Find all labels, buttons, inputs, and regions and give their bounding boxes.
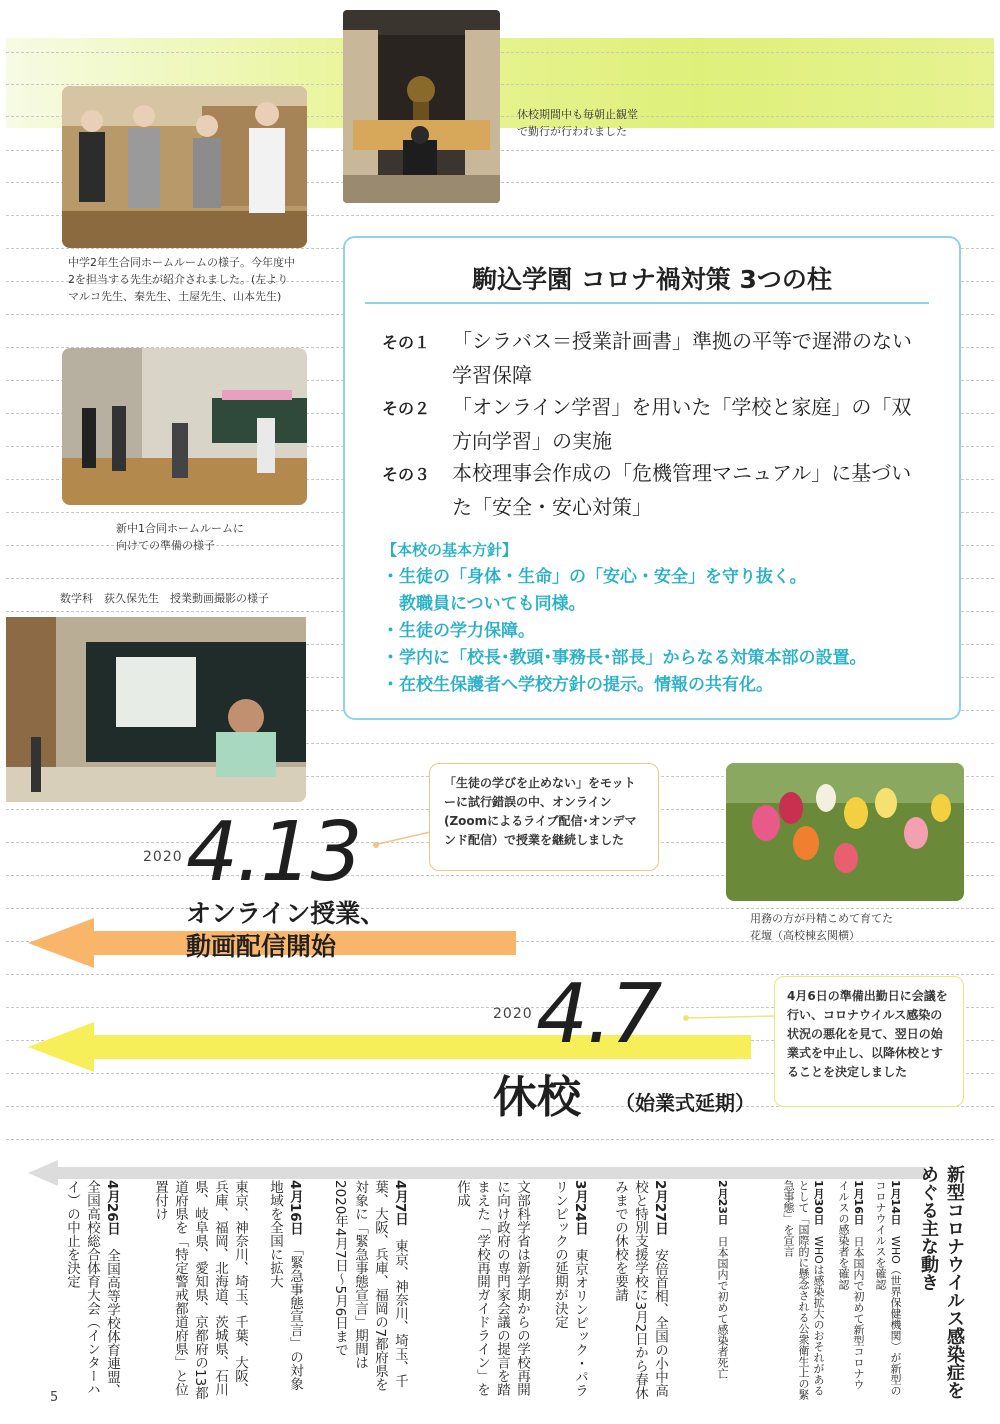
online-callout-pointer — [370, 828, 440, 852]
ruled-line — [6, 908, 994, 909]
pillar-number: その２ — [382, 399, 431, 418]
chronology-entry — [265, 1180, 305, 1400]
video-shoot-caption: 数学科 荻久保先生 授業動画撮影の様子 — [60, 592, 269, 605]
entry-date: 1月16日 — [852, 1180, 865, 1225]
pillar-1 — [382, 324, 922, 392]
online-label-line2: 動画配信開始 — [186, 932, 337, 961]
pillar-2 — [382, 390, 922, 458]
entry-text: WHO（世界保健機関）が新型のコロナウイルスを確認 — [874, 1180, 902, 1396]
entry-text: 日本国内で初めて新型コロナウイルスの感染者を確認 — [837, 1180, 865, 1390]
online-year: 2020 — [143, 849, 183, 865]
video-shoot-photo — [6, 617, 306, 802]
chronology-heading: 新型コロナウイルス感染症をめぐる主な動き — [918, 1165, 965, 1399]
ruled-line — [6, 52, 994, 53]
closure-callout-text: 4月6日の準備出勤日に会議を行い、コロナウイルス感染の状況の悪化を見て、翌日の始業式を中止し、以降休校とすることを決定しました — [787, 989, 948, 1079]
ruled-line — [6, 84, 994, 85]
entry-date: 4月16日 — [287, 1180, 303, 1236]
temple-caption: 休校期間中も毎朝止観堂 で勤行が行われました — [517, 108, 638, 138]
entry-date: 2月23日 — [716, 1180, 729, 1225]
closure-callout — [774, 976, 964, 1107]
entry-text: 安倍首相、全国の小中高校と特別支援学校に3月2日から春休みまでの休校を要請 — [612, 1180, 668, 1400]
online-label-line1: オンライン授業、 — [186, 899, 386, 928]
entry-date: 2月27日 — [652, 1180, 668, 1236]
covid-policy-box — [343, 236, 961, 720]
homeroom-grade1-caption: 新中1合同ホームルームに 向けての準備の様子 — [116, 522, 244, 552]
chronology-entry — [330, 1180, 410, 1400]
chronology-entry — [873, 1180, 903, 1400]
homeroom-grade2-caption: 中学2年生合同ホームルームの様子。今年度中2を担当する先生が紹介されました。(左よりマルコ先生、秦先生、土屋先生、山本先生) — [68, 256, 295, 303]
pillar-text: 「シラバス＝授業計画書」準拠の平等で遅滞のない学習保障 — [452, 329, 912, 387]
pillar-text: 本校理事会作成の「危機管理マニュアル」に基づいた「安全・安心対策」 — [452, 461, 912, 519]
entry-text: 「緊急事態宣言」の対象地域を全国に拡大 — [267, 1180, 303, 1391]
chronology-entry — [452, 1180, 532, 1400]
online-callout — [429, 763, 659, 871]
entry-text: 日本国内で初めて感染者死亡 — [716, 1235, 729, 1379]
entry-date: 4月26日 — [104, 1180, 120, 1236]
policy-title: 駒込学園 コロナ禍対策 3つの柱 — [472, 265, 832, 294]
temple-photo — [343, 10, 500, 203]
ruled-line — [6, 974, 994, 975]
entry-date: 1月14日 — [889, 1180, 902, 1225]
pillar-number: その３ — [382, 465, 431, 484]
ruled-line — [6, 1139, 994, 1140]
chronology-entry — [610, 1180, 670, 1400]
online-date: 4.13 — [186, 805, 361, 900]
homeroom-grade2-photo — [62, 86, 307, 248]
entry-date: 3月24日 — [572, 1180, 588, 1236]
policy-divider — [365, 302, 929, 304]
entry-text: 東京オリンピック・パラリンピックの延期が決定 — [552, 1180, 588, 1398]
chronology-entry — [781, 1180, 826, 1400]
entry-text: WHOは感染拡大のおそれがあるとして「国際的に懸念される公衆衛生上の緊急事態」を宣言 — [782, 1180, 825, 1400]
page-number: 5 — [50, 1390, 59, 1405]
pillar-number: その１ — [382, 333, 431, 352]
basic-policy-item: ・在校生保護者へ学校方針の提示。情報の共有化。 — [382, 675, 773, 695]
entry-date: 1月30日 — [812, 1180, 825, 1225]
basic-policy-heading: 【本校の基本方針】 — [382, 541, 518, 559]
entry-text: 東京、神奈川、埼玉、千葉、大阪、兵庫、福岡、北海道、茨城県、石川県、岐阜県、愛知県、京都府の13都道府県を「特定警戒都道府県」と位置付け — [152, 1180, 248, 1400]
chronology-entry — [715, 1180, 730, 1400]
flowerbed-photo — [726, 763, 964, 901]
closure-sublabel: （始業式延期） — [615, 1091, 755, 1115]
homeroom-grade1-photo — [62, 348, 307, 505]
closure-callout-pointer — [680, 1008, 780, 1028]
entry-text: 東京、神奈川、埼玉、千葉、大阪、兵庫、福岡の7都府県を対象に「緊急事態宣言」期間は2020年4月7日〜5月6日まで — [332, 1180, 408, 1392]
entry-date: 4月7日 — [392, 1180, 408, 1226]
pillar-text: 「オンライン学習」を用いた「学校と家庭」の「双方向学習」の実施 — [452, 395, 912, 453]
basic-policy-item: ・生徒の学力保障。 — [382, 621, 535, 641]
closure-date: 4.7 — [536, 967, 661, 1062]
chronology-entry — [550, 1180, 590, 1400]
closure-year: 2020 — [493, 1006, 533, 1022]
chronology-entry — [836, 1180, 866, 1400]
chronology-entry — [62, 1180, 122, 1400]
closure-label: 休校 — [493, 1072, 581, 1123]
online-callout-text: 「生徒の学びを止めない」をモットーに試行錯誤の中、オンライン(Zoomによるライブ配信･オンデマンド配信）で授業を継続しました — [444, 776, 637, 847]
basic-policy-item: 教職員についても同様。 — [382, 594, 586, 614]
pillar-3 — [382, 456, 922, 524]
entry-text: 文部科学省は新学期からの学校再開に向け政府の専門家会議の提言を踏まえた「学校再開ガイドライン」を作成 — [454, 1180, 530, 1396]
online-label — [186, 897, 385, 963]
entry-text: 全国高等学校体育連盟、全国高校総合体育大会（インターハイ）の中止を決定 — [64, 1180, 120, 1398]
basic-policy-item: ・学内に「校長･教頭･事務長･部長」からなる対策本部の設置。 — [382, 648, 867, 668]
chronology-entry — [150, 1180, 250, 1400]
basic-policy-item: ・生徒の「身体・生命」の「安心・安全」を守り抜く。 — [382, 567, 807, 587]
flowerbed-caption: 用務の方が丹精こめて育てた 花壇（高校棟玄関横） — [750, 912, 893, 942]
